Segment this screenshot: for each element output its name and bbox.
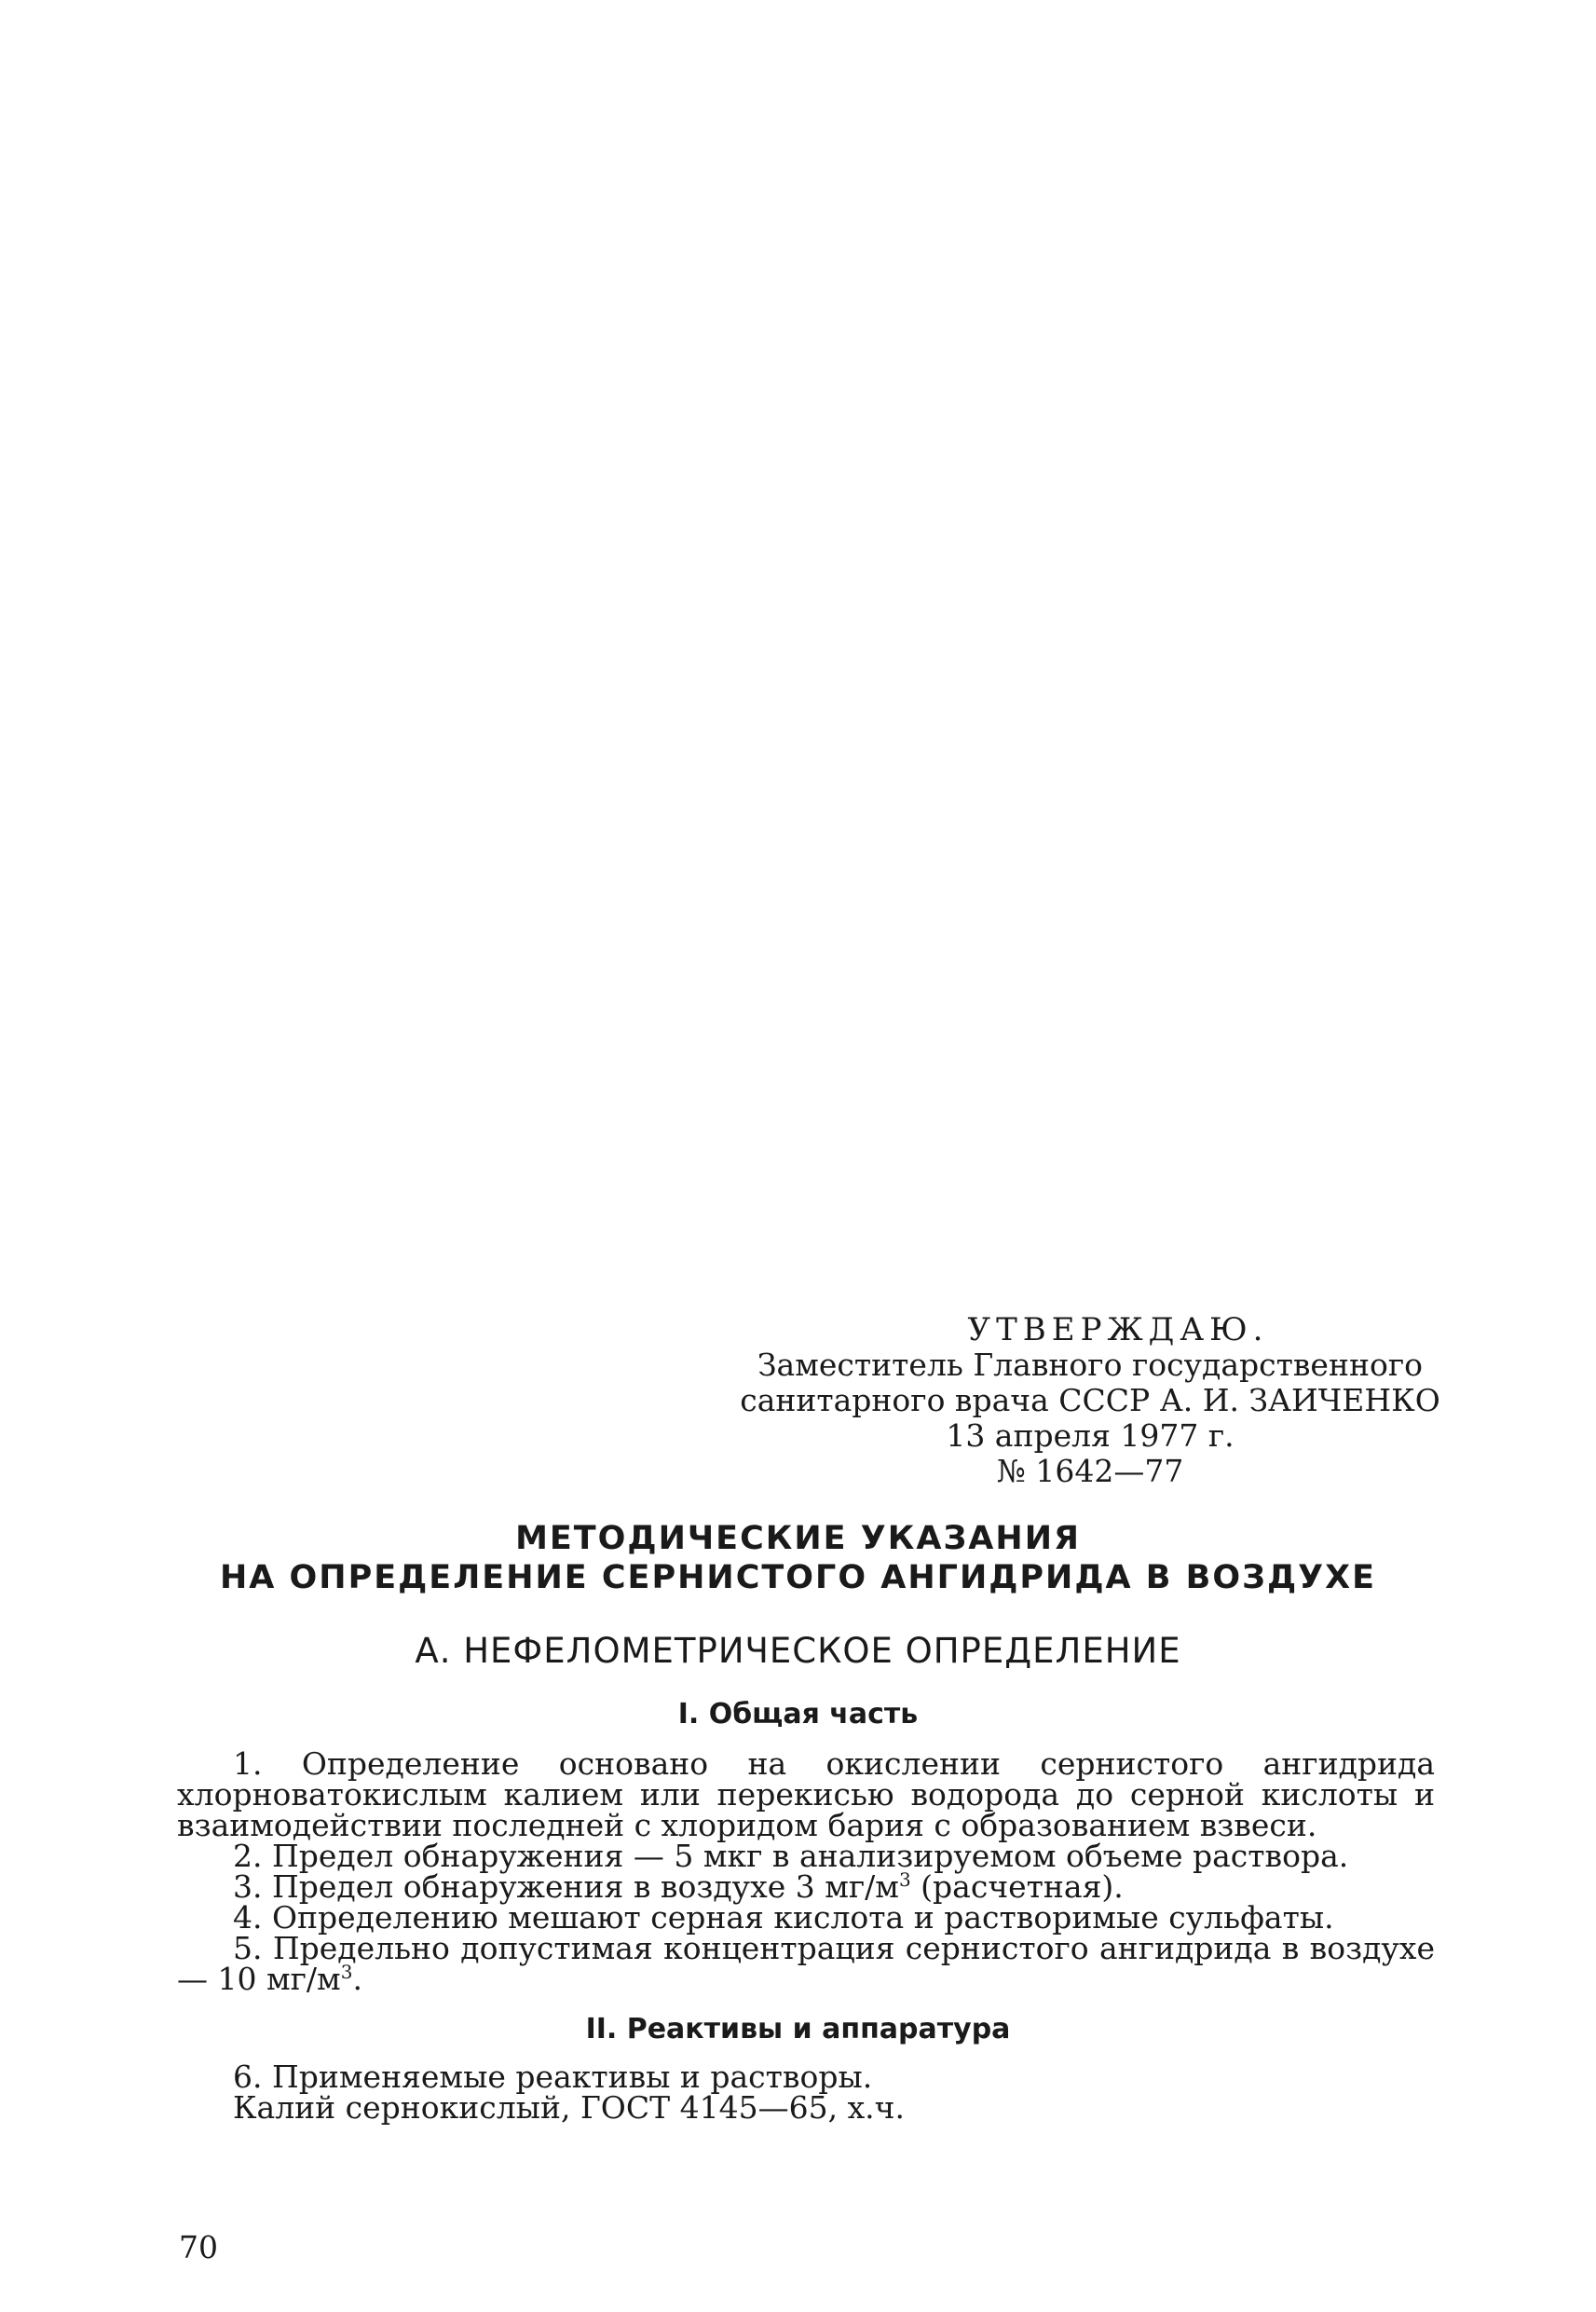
section-heading-general: I. Общая часть — [677, 1698, 919, 1731]
document-title — [186, 1519, 1410, 1597]
section-heading-reagents: II. Реактивы и аппаратура — [585, 2013, 1011, 2045]
paragraph-3-tail: (расчетная). — [910, 1868, 1124, 1905]
approval-date: 13 апреля 1977 г. — [946, 1417, 1235, 1454]
approval-number: № 1642—77 — [996, 1453, 1184, 1489]
section-reagents-body — [177, 2059, 1435, 2126]
paragraph-4: 4. Определению мешают серная кислота и растворимые сульфаты. — [233, 1899, 1334, 1936]
approval-heading: УТВЕРЖДАЮ. — [967, 1311, 1269, 1348]
approval-position: Заместитель Главного государственного — [757, 1347, 1423, 1383]
superscript-3b: 3 — [340, 1961, 353, 1983]
paragraph-5 — [177, 1930, 1435, 1997]
paragraph-3 — [177, 1868, 1435, 1905]
approval-block — [727, 1312, 1453, 1489]
superscript-3: 3 — [898, 1868, 911, 1891]
title-line-2: НА ОПРЕДЕЛЕНИЕ СЕРНИСТОГО АНГИДРИДА В ВОЗДУХЕ — [219, 1559, 1377, 1596]
paragraph-3-text: 3. Предел обнаружения в воздухе 3 мг/м — [233, 1868, 899, 1905]
page-number: 70 — [179, 2229, 218, 2265]
section-general-body — [177, 1745, 1435, 1997]
paragraph-6: 6. Применяемые реактивы и растворы. — [233, 2059, 873, 2095]
paragraph-5-tail: . — [352, 1961, 362, 1997]
approval-signatory: санитарного врача СССР А. И. ЗАИЧЕНКО — [740, 1382, 1440, 1418]
paragraph-5-text: 5. Предельно допустимая концентрация сернистого ангидрида в воздухе— 10 мг/м — [177, 1930, 1435, 1997]
paragraph-2: 2. Предел обнаружения — 5 мкг в анализируемом объеме раствора. — [233, 1838, 1349, 1874]
title-line-1: МЕТОДИЧЕСКИЕ УКАЗАНИЯ — [515, 1520, 1081, 1557]
paragraph-7: Калий сернокислый, ГОСТ 4145—65, х.ч. — [233, 2089, 905, 2126]
paragraph-1: 1. Определение основано на окислении сернистого ангидрида хлорноватокислым калием или перекисью водорода до серной кислоты и взаимодействии последней с хлоридом бария с образованием взвеси. — [177, 1745, 1435, 1843]
method-subtitle: А. НЕФЕЛОМЕТРИЧЕСКОЕ ОПРЕДЕЛЕНИЕ — [415, 1631, 1181, 1671]
